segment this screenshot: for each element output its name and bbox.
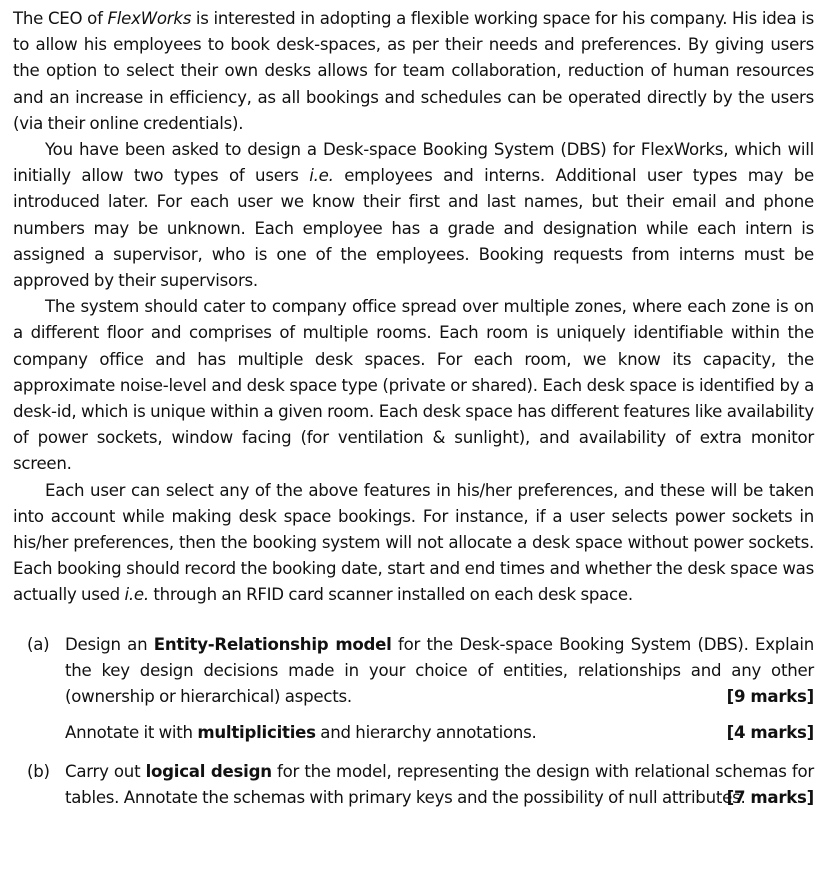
text-run: for the Desk-space Booking System (DBS). Explain the key design decisions made in your choice of entities, relationships and any other (ownership or hierarchical) aspects. — [65, 634, 814, 707]
text-run: Annotate it with — [65, 723, 198, 743]
intro-paragraph-4 — [13, 478, 814, 609]
bold-term: Entity-Relationship model — [153, 634, 392, 654]
company-name: FlexWorks — [107, 9, 192, 28]
text-run: and hierarchy annotations. — [315, 723, 537, 743]
bold-term: multiplicities — [197, 723, 316, 743]
question-b — [13, 759, 814, 811]
question-text — [65, 759, 814, 811]
italic-ie: i.e. — [124, 585, 149, 605]
question-label: (b) — [27, 761, 50, 781]
question-a — [13, 632, 814, 747]
intro-paragraph-2 — [13, 137, 814, 294]
italic-ie: i.e. — [309, 166, 334, 186]
text-run: You have been asked to design a Desk-space Booking System (DBS) for FlexWorks, which will initially allow two types of users — [13, 140, 814, 186]
question-label: (a) — [27, 634, 50, 654]
question-list — [13, 632, 814, 811]
bold-term: logical design — [145, 761, 272, 781]
text-run: Design an — [65, 634, 154, 654]
marks-badge: [4 marks] — [726, 723, 814, 743]
text-run: Each user can select any of the above features in his/her preferences, and these will be taken into account while making desk space bookings. For instance, if a user selects power sockets in his/her preferences, then the booking system will not allocate a desk space without power sockets. Each booking should record the booking date, start and end times and whether the desk space was actually used — [13, 480, 814, 605]
question-a-subpart — [65, 720, 814, 746]
intro-paragraph-1 — [13, 6, 814, 137]
text-run: Carry out — [65, 761, 146, 781]
text-run: through an RFID card scanner installed on each desk space. — [148, 585, 633, 605]
marks-badge: [9 marks] — [726, 687, 814, 707]
text-run: is interested in adopting a flexible working space for his company. His idea is to allow his employees to book desk-spaces, as per their needs and preferences. By giving users the option to select their own desks allows for team collaboration, reduction of human resources and an increase in efficiency, as all bookings and schedules can be operated directly by the users (via their online credentials). — [13, 9, 814, 133]
intro-paragraph-3: The system should cater to company office spread over multiple zones, where each zone is on a different floor and comprises of multiple rooms. Each room is uniquely identifiable within the company office and has multiple desk spaces. For each room, we know its capacity, the approximate noise-level and desk space type (private or shared). Each desk space is identified by a desk-id, which is unique within a given room. Each desk space has different features like availability of power sockets, window facing (for ventilation & sunlight), and availability of extra monitor screen. — [13, 297, 814, 474]
subpart-text — [65, 720, 537, 746]
text-run: The CEO of — [13, 9, 108, 28]
marks-badge: [7 marks] — [726, 787, 814, 807]
text-run: employees and interns. Additional user types may be introduced later. For each user we know their first and last names, but their email and phone numbers may be unknown. Each employee has a grade and designation while each intern is assigned a supervisor, who is one of the employees. Booking requests from interns must be approved by their supervisors. — [13, 166, 814, 291]
text-run: for the model, representing the design with relational schemas for tables. Annotate the schemas with primary keys and the possibility of null attributes. — [65, 761, 814, 807]
